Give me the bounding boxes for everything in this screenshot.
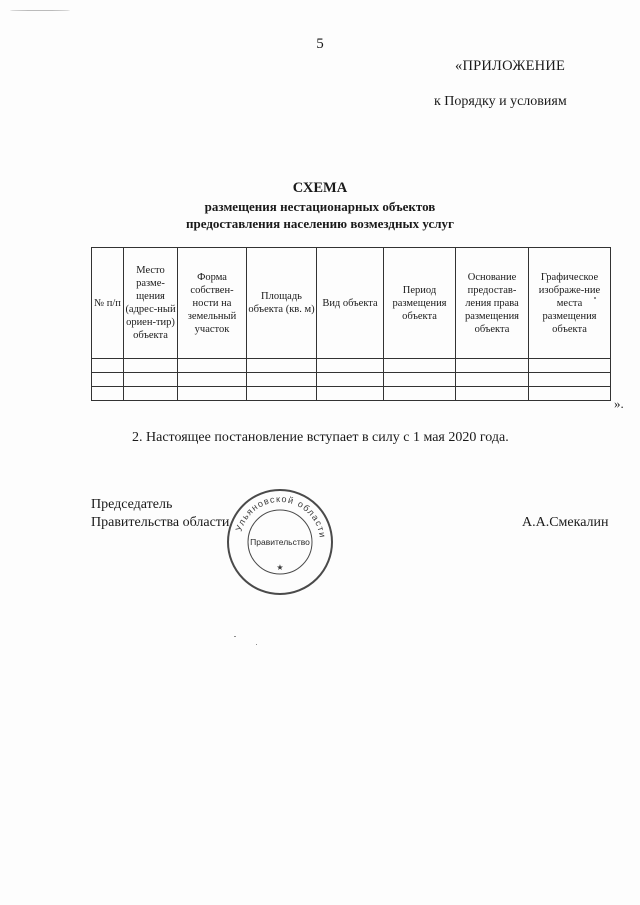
- table-cell: [92, 387, 124, 401]
- table-cell: [247, 359, 317, 373]
- column-header: Площадь объекта (кв. м): [247, 248, 317, 359]
- signer-title-line2: Правительства области: [91, 515, 230, 530]
- table-cell: [92, 373, 124, 387]
- table-cell: [384, 373, 456, 387]
- document-title: СХЕМА: [292, 180, 348, 196]
- table-cell: [178, 359, 247, 373]
- table-cell: [384, 359, 456, 373]
- table-cell: [384, 387, 456, 401]
- table-cell: [456, 373, 529, 387]
- column-header: № п/п: [92, 248, 124, 359]
- table-cell: [124, 359, 178, 373]
- table-cell: [247, 387, 317, 401]
- column-header: Графическое изображе-ние места размещения объекта: [529, 248, 611, 359]
- table-cell: [124, 387, 178, 401]
- seal-ring-text: Ульяновской области: [233, 493, 328, 540]
- table-row: [92, 373, 611, 387]
- signer-name: А.А.Смекалин: [522, 515, 609, 530]
- table-cell: [178, 387, 247, 401]
- appendix-reference: к Порядку и условиям: [434, 94, 567, 109]
- appendix-label: «ПРИЛОЖЕНИЕ: [455, 58, 566, 74]
- document-subtitle-line1: размещения нестационарных объектов: [204, 199, 436, 214]
- table-cell: [178, 373, 247, 387]
- table-cell: [317, 387, 384, 401]
- column-header: Место разме-щения (адрес-ный ориен-тир) объекта: [124, 248, 178, 359]
- signer-title-line1: Председатель: [91, 497, 173, 512]
- column-header: Форма собствен-ности на земельный участок: [178, 248, 247, 359]
- table-cell: [317, 359, 384, 373]
- scan-speck: [10, 10, 70, 11]
- official-seal-stamp: [224, 486, 336, 598]
- table-cell: [456, 387, 529, 401]
- table-cell: [92, 359, 124, 373]
- document-subtitle-line2: предоставления населению возмездных услуг: [186, 216, 454, 231]
- seal-center-text: Правительство: [250, 537, 310, 547]
- table-row: [92, 359, 611, 373]
- table-cell: [529, 387, 611, 401]
- table-row: [92, 387, 611, 401]
- page-number: 5: [316, 36, 324, 52]
- seal-star-icon: ★: [276, 563, 284, 572]
- table-cell: [317, 373, 384, 387]
- scan-speck: [256, 644, 257, 645]
- table-cell: [456, 359, 529, 373]
- table-cell: [124, 373, 178, 387]
- column-header: Вид объекта: [317, 248, 384, 359]
- scan-speck: [594, 297, 596, 299]
- table-header-row: [92, 248, 611, 359]
- table-cell: [529, 359, 611, 373]
- effective-date-clause: 2. Настоящее постановление вступает в силу с 1 мая 2020 года.: [132, 430, 509, 445]
- column-header: Период размещения объекта: [384, 248, 456, 359]
- closing-quote-mark: ».: [614, 396, 624, 411]
- table-cell: [529, 373, 611, 387]
- table-cell: [247, 373, 317, 387]
- column-header: Основание предостав-ления права размещения объекта: [456, 248, 529, 359]
- placement-scheme-table: [91, 247, 611, 401]
- scan-speck: [234, 636, 236, 637]
